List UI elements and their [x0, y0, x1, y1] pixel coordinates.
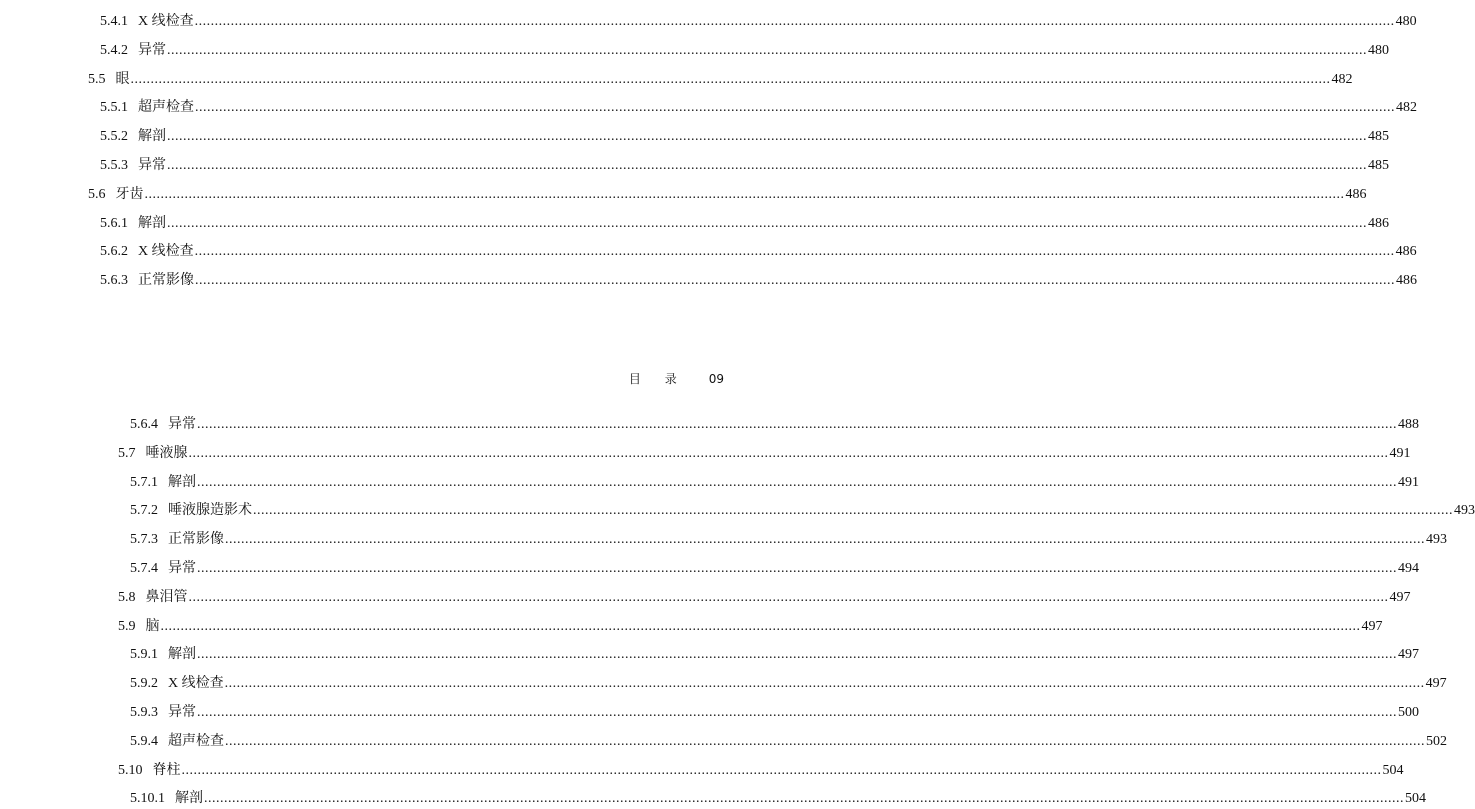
toc-dot-leader: ............................................................................................................................................................................................................................................................................................................	[194, 244, 1395, 259]
toc-entry[interactable]	[130, 501, 1475, 521]
toc-entry-title: 唾液腺	[145, 446, 188, 461]
toc-entry-title: 牙齿	[115, 187, 144, 202]
toc-dot-leader: ............................................................................................................................................................................................................................................................................................................	[197, 647, 1397, 662]
toc-entry-title: 异常	[168, 417, 196, 432]
toc-dot-leader: ............................................................................................................................................................................................................................................................................................................	[224, 676, 1425, 691]
toc-entry[interactable]	[88, 70, 1353, 90]
toc-dot-leader: ............................................................................................................................................................................................................................................................................................................	[197, 417, 1397, 432]
toc-entry-number: 5.5.3	[100, 158, 128, 173]
toc-entry[interactable]	[100, 127, 1389, 147]
toc-dot-leader: ............................................................................................................................................................................................................................................................................................................	[181, 763, 1382, 778]
toc-entry-number: 5.6.1	[100, 216, 128, 231]
toc-entry-number: 5.6.2	[100, 244, 128, 259]
toc-dot-leader: ............................................................................................................................................................................................................................................................................................................	[253, 503, 1453, 518]
toc-entry[interactable]	[100, 156, 1389, 176]
toc-entry[interactable]	[118, 588, 1411, 608]
toc-entry-title: 脊柱	[152, 763, 181, 778]
toc-dot-leader: ............................................................................................................................................................................................................................................................................................................	[194, 14, 1395, 29]
toc-entry-title: 解剖	[175, 791, 203, 806]
toc-entry-page: 497	[1389, 590, 1411, 605]
toc-entry-page: 494	[1398, 561, 1419, 576]
toc-entry-title: 超声检查	[138, 100, 194, 115]
toc-entry[interactable]	[130, 559, 1419, 579]
toc-entry-title: 解剖	[168, 475, 196, 490]
toc-entry-title: X 线检查	[138, 244, 194, 259]
toc-entry-title: 脑	[145, 619, 160, 634]
toc-entry[interactable]	[100, 214, 1389, 234]
toc-entry-number: 5.5.2	[100, 129, 128, 144]
toc-entry-number: 5.9.4	[130, 734, 158, 749]
toc-entry-title: 解剖	[138, 129, 166, 144]
toc-entry[interactable]	[130, 415, 1419, 435]
toc-entry-page: 504	[1382, 763, 1404, 778]
toc-dot-leader: ............................................................................................................................................................................................................................................................................................................	[195, 100, 1395, 115]
toc-entry-page: 497	[1361, 619, 1383, 634]
page-header	[629, 370, 724, 387]
toc-dot-leader: ............................................................................................................................................................................................................................................................................................................	[197, 705, 1397, 720]
header-page-number: 09	[708, 372, 724, 386]
toc-entry-page: 486	[1345, 187, 1367, 202]
toc-entry-number: 5.9.3	[130, 705, 158, 720]
toc-entry[interactable]	[100, 12, 1417, 32]
toc-entry-page: 500	[1398, 705, 1419, 720]
toc-entry-page: 485	[1368, 158, 1389, 173]
toc-dot-leader: ............................................................................................................................................................................................................................................................................................................	[197, 561, 1397, 576]
toc-entry-page: 482	[1331, 72, 1353, 87]
toc-entry-page: 497	[1398, 647, 1419, 662]
toc-entry-number: 5.9	[118, 619, 136, 634]
toc-entry-number: 5.7.4	[130, 561, 158, 576]
toc-entry-number: 5.7.3	[130, 532, 158, 547]
toc-entry-title: 解剖	[168, 647, 196, 662]
toc-entry-title: 眼	[115, 72, 130, 87]
toc-entry[interactable]	[130, 645, 1419, 665]
toc-entry-number: 5.5	[88, 72, 106, 87]
toc-entry[interactable]	[100, 271, 1417, 291]
toc-dot-leader: ............................................................................................................................................................................................................................................................................................................	[197, 475, 1397, 490]
toc-entry[interactable]	[130, 530, 1447, 550]
toc-dot-leader: ............................................................................................................................................................................................................................................................................................................	[188, 446, 1389, 461]
toc-entry-number: 5.10	[118, 763, 143, 778]
toc-entry-title: 鼻泪管	[145, 590, 188, 605]
toc-entry-page: 493	[1454, 503, 1475, 518]
toc-entry-number: 5.5.1	[100, 100, 128, 115]
toc-entry-title: 异常	[138, 158, 166, 173]
toc-entry-number: 5.6	[88, 187, 106, 202]
toc-entry[interactable]	[130, 732, 1447, 752]
toc-dot-leader: ............................................................................................................................................................................................................................................................................................................	[144, 187, 1345, 202]
toc-entry-title: 异常	[138, 43, 166, 58]
toc-entry-page: 491	[1389, 446, 1411, 461]
toc-entry-number: 5.6.3	[100, 273, 128, 288]
toc-entry-title: 异常	[168, 705, 196, 720]
toc-entry-title: 唾液腺造影术	[168, 503, 252, 518]
toc-entry-title: 超声检查	[168, 734, 224, 749]
toc-entry[interactable]	[130, 473, 1419, 493]
toc-entry[interactable]	[88, 185, 1367, 205]
toc-entry-number: 5.4.1	[100, 14, 128, 29]
toc-dot-leader: ............................................................................................................................................................................................................................................................................................................	[167, 129, 1367, 144]
toc-entry-page: 480	[1395, 14, 1417, 29]
toc-dot-leader: ............................................................................................................................................................................................................................................................................................................	[195, 273, 1395, 288]
toc-dot-leader: ............................................................................................................................................................................................................................................................................................................	[167, 216, 1367, 231]
toc-entry-number: 5.10.1	[130, 791, 165, 806]
toc-entry[interactable]	[118, 761, 1404, 781]
toc-entry-number: 5.7	[118, 446, 136, 461]
toc-entry-page: 485	[1368, 129, 1389, 144]
toc-entry[interactable]	[100, 41, 1389, 61]
toc-entry-number: 5.4.2	[100, 43, 128, 58]
toc-entry-page: 504	[1405, 791, 1426, 806]
toc-entry[interactable]	[130, 703, 1419, 723]
toc-entry-title: 正常影像	[168, 532, 224, 547]
toc-entry-title: 异常	[168, 561, 196, 576]
toc-entry-title: X 线检查	[138, 14, 194, 29]
toc-entry-number: 5.6.4	[130, 417, 158, 432]
toc-entry[interactable]	[130, 674, 1447, 694]
toc-entry-title: X 线检查	[168, 676, 224, 691]
toc-entry-page: 480	[1368, 43, 1389, 58]
toc-dot-leader: ............................................................................................................................................................................................................................................................................................................	[204, 791, 1404, 806]
toc-entry[interactable]	[118, 617, 1383, 637]
toc-entry-number: 5.9.2	[130, 676, 158, 691]
toc-entry-number: 5.8	[118, 590, 136, 605]
toc-entry-page: 493	[1426, 532, 1447, 547]
toc-entry-page: 502	[1426, 734, 1447, 749]
toc-dot-leader: ............................................................................................................................................................................................................................................................................................................	[167, 43, 1367, 58]
toc-dot-leader: ............................................................................................................................................................................................................................................................................................................	[225, 532, 1425, 547]
toc-dot-leader: ............................................................................................................................................................................................................................................................................................................	[130, 72, 1331, 87]
toc-entry-page: 491	[1398, 475, 1419, 490]
toc-entry[interactable]	[130, 789, 1426, 809]
toc-entry[interactable]	[100, 242, 1417, 262]
toc-entry[interactable]	[100, 98, 1417, 118]
toc-entry-title: 解剖	[138, 216, 166, 231]
header-section-title: 目 录	[628, 372, 687, 386]
toc-entry-number: 5.9.1	[130, 647, 158, 662]
toc-dot-leader: ............................................................................................................................................................................................................................................................................................................	[225, 734, 1425, 749]
toc-entry-page: 486	[1395, 244, 1417, 259]
toc-entry-number: 5.7.1	[130, 475, 158, 490]
toc-dot-leader: ............................................................................................................................................................................................................................................................................................................	[160, 619, 1361, 634]
toc-entry-page: 482	[1396, 100, 1417, 115]
toc-entry-page: 486	[1368, 216, 1389, 231]
toc-dot-leader: ............................................................................................................................................................................................................................................................................................................	[188, 590, 1389, 605]
toc-dot-leader: ............................................................................................................................................................................................................................................................................................................	[167, 158, 1367, 173]
toc-entry-page: 497	[1425, 676, 1447, 691]
toc-entry-number: 5.7.2	[130, 503, 158, 518]
toc-entry[interactable]	[118, 444, 1411, 464]
toc-entry-title: 正常影像	[138, 273, 194, 288]
toc-entry-page: 488	[1398, 417, 1419, 432]
toc-entry-page: 486	[1396, 273, 1417, 288]
